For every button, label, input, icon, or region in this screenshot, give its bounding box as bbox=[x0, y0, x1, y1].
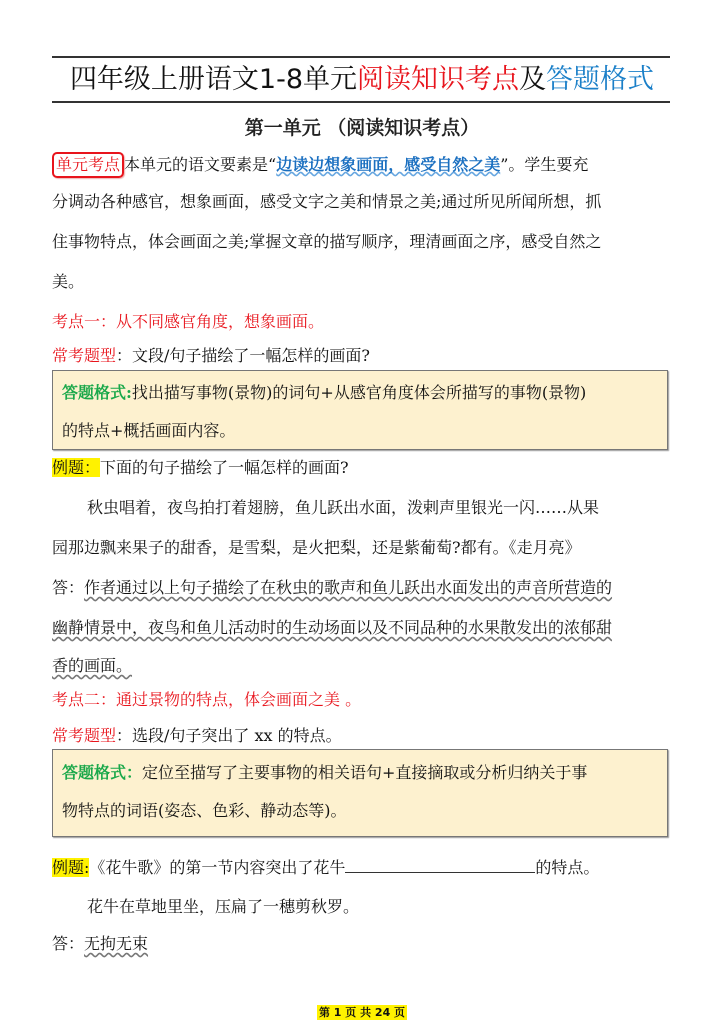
point2-example bbox=[52, 856, 676, 878]
point2-answer bbox=[52, 934, 676, 954]
example-colon: : bbox=[84, 858, 90, 877]
example-label: 例题 bbox=[52, 458, 85, 477]
point1-question-type bbox=[52, 346, 676, 366]
top-rule bbox=[52, 56, 670, 58]
format-label: 答题格式： bbox=[62, 763, 143, 782]
title-red-part: 阅读知识考点 bbox=[357, 64, 520, 95]
example-question: 《花牛歌》的第一节内容突出了花牛 bbox=[89, 858, 346, 877]
unit-point-line-1 bbox=[52, 152, 676, 178]
example-label-highlight bbox=[52, 458, 100, 477]
unit-key-phrase: 边读边想象画面，感受自然之美 bbox=[276, 155, 501, 174]
format-text-line-1: 找出描写事物(景物)的词句+从感官角度体会所描写的事物(景物) bbox=[131, 383, 587, 402]
answer-text: 作者通过以上句子描绘了在秋虫的歌声和鱼儿跃出水面发出的声音所营造的 bbox=[84, 578, 613, 597]
question-type-label: 常考题型 bbox=[52, 726, 117, 745]
example-question: 下面的句子描绘了一幅怎样的画面? bbox=[100, 458, 349, 477]
title-black-part: 四年级上册语文1-8单元 bbox=[69, 64, 358, 95]
point2-heading: 考点二：通过景物的特点，体会画面之美 。 bbox=[52, 690, 362, 709]
unit-point-line-4: 美。 bbox=[52, 272, 85, 291]
unit-point-intro-end: ”。学生要充 bbox=[500, 155, 589, 174]
unit-subtitle: 第一单元 （阅读知识考点） bbox=[244, 117, 480, 139]
unit-point-line-2: 分调动各种感官，想象画面，感受文字之美和情景之美;通过所见所闻所想，抓 bbox=[52, 192, 602, 211]
point2-format-box bbox=[52, 749, 668, 837]
point1-format-box bbox=[52, 370, 668, 450]
format-label: 答题格式: bbox=[62, 383, 132, 402]
unit-point-tag: 单元考点 bbox=[52, 152, 124, 178]
question-type-text: ：文段/句子描绘了一幅怎样的画面? bbox=[116, 346, 370, 365]
example-label-highlight bbox=[52, 858, 89, 877]
point1-passage-line-1: 秋虫唱着，夜鸟拍打着翅膀，鱼儿跃出水面，泼剌声里银光一闪……从果 bbox=[87, 498, 600, 517]
format-text-line-2: 物特点的词语(姿态、色彩、静动态等)。 bbox=[62, 801, 347, 820]
answer-label: 答： bbox=[52, 578, 85, 597]
format-text-line-2: 的特点+概括画面内容。 bbox=[62, 421, 236, 440]
example-question-end: 的特点。 bbox=[535, 858, 600, 877]
example-label: 例题 bbox=[52, 858, 85, 877]
page-number: 第 1 页 共 24 页 bbox=[318, 1006, 406, 1019]
point2-question-type bbox=[52, 726, 676, 746]
unit-point-line-3: 住事物特点，体会画面之美;掌握文章的描写顺序，理清画面之序，感受自然之 bbox=[52, 232, 602, 251]
page-title bbox=[52, 60, 672, 100]
title-blue-part: 答题格式 bbox=[546, 64, 655, 95]
answer-text: 香的画面。 bbox=[52, 656, 133, 675]
point1-passage-line-2: 园那边飘来果子的甜香，是雪梨，是火把梨，还是紫葡萄?都有。《走月亮》 bbox=[52, 538, 581, 557]
format-text-line-1: 定位至描写了主要事物的相关语句+直接摘取或分析归纳关于事 bbox=[142, 763, 588, 782]
point1-answer-line-3 bbox=[52, 656, 676, 676]
question-type-label: 常考题型 bbox=[52, 346, 117, 365]
question-type-text: ：选段/句子突出了 xx 的特点。 bbox=[116, 726, 342, 745]
point1-example bbox=[52, 458, 676, 478]
page-footer bbox=[0, 1004, 724, 1020]
point1-answer-line-1 bbox=[52, 578, 676, 598]
point1-heading: 考点一：从不同感官角度，想象画面。 bbox=[52, 312, 325, 331]
unit-point-intro: 本单元的语文要素是“ bbox=[124, 155, 277, 174]
answer-label: 答： bbox=[52, 934, 85, 953]
fill-in-blank[interactable] bbox=[345, 856, 535, 873]
title-joiner: 及 bbox=[519, 64, 547, 95]
answer-text: 无拘无束 bbox=[84, 934, 149, 953]
example-colon: ： bbox=[84, 458, 101, 477]
point1-answer-line-2 bbox=[52, 618, 676, 638]
answer-text: 幽静情景中，夜鸟和鱼儿活动时的生动场面以及不同品种的水果散发出的浓郁甜 bbox=[52, 618, 613, 637]
point2-passage-line-1: 花牛在草地里坐，压扁了一穗剪秋罗。 bbox=[87, 897, 360, 916]
title-bottom-rule bbox=[52, 101, 670, 103]
